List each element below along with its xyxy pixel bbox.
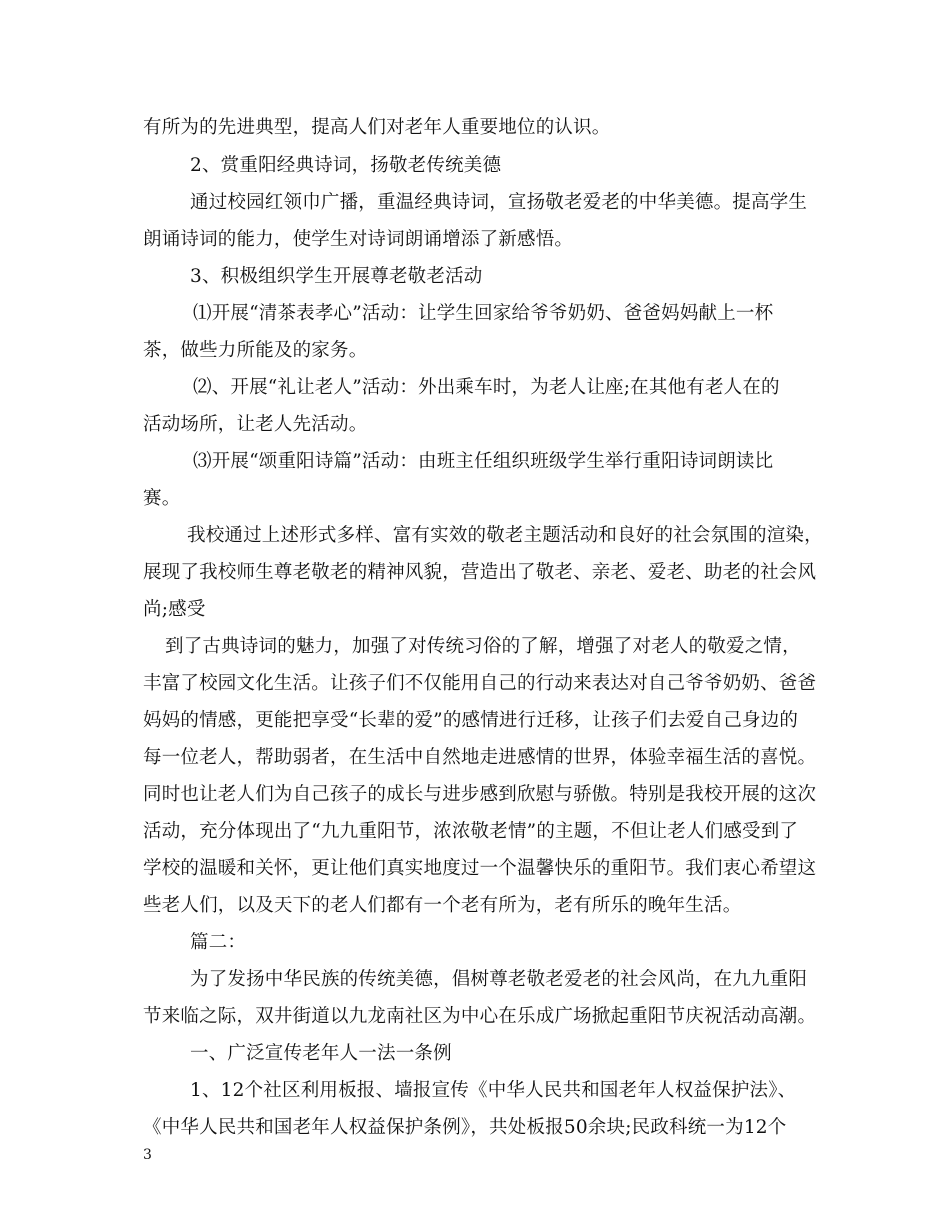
text-line: 尚;感受 xyxy=(143,599,206,620)
text-line: 茶，做些力所能及的家务。 xyxy=(143,340,368,361)
text-line: 丰富了校园文化生活。让孩子们不仅能用自己的行动来表达对自己爷爷奶奶、爸爸 xyxy=(143,673,817,694)
text-line: 赛。 xyxy=(143,488,181,509)
text-line: 节来临之际，双井街道以九龙南社区为中心在乐成广场掀起重阳节庆祝活动高潮。 xyxy=(143,1006,817,1027)
text-line: 到了古典诗词的魅力，加强了对传统习俗的了解，增强了对老人的敬爱之情， xyxy=(165,636,801,657)
text-line: 学校的温暖和关怀，更让他们真实地度过一个温馨快乐的重阳节。我们衷心希望这 xyxy=(143,858,817,879)
text-line: 些老人们，以及天下的老人们都有一个老有所为，老有所乐的晚年生活。 xyxy=(143,895,742,916)
text-line: 活动，充分体现出了“九九重阳节，浓浓敬老情”的主题，不但让老人们感受到了 xyxy=(143,821,799,842)
text-line: 我校通过上述形式多样、富有实效的敬老主题活动和良好的社会氛围的渲染， xyxy=(187,525,823,546)
section-heading: 一、广泛宣传老年人一法一条例 xyxy=(190,1043,452,1064)
section-heading: 2、赏重阳经典诗词，扬敬老传统美德 xyxy=(190,155,502,176)
text-line: ⑵、开展“礼让老人”活动：外出乘车时，为老人让座;在其他有老人在的 xyxy=(193,377,780,398)
text-line: 展现了我校师生尊老敬老的精神风貌，营造出了敬老、亲老、爱老、助老的社会风 xyxy=(143,562,817,583)
text-line: 每一位老人，帮助弱者，在生活中自然地走进感情的世界，体验幸福生活的喜悦。 xyxy=(143,747,817,768)
text-line: ⑶开展“颂重阳诗篇”活动：由班主任组织班级学生举行重阳诗词朗读比 xyxy=(193,451,774,472)
text-line: 《中华人民共和国老年人权益保护条例》，共处板报50余块;民政科统一为12个 xyxy=(143,1117,787,1138)
chapter-heading: 篇二： xyxy=(190,932,247,953)
text-line: 活动场所，让老人先活动。 xyxy=(143,414,368,435)
text-line: 通过校园红领巾广播，重温经典诗词，宣扬敬老爱老的中华美德。提高学生 xyxy=(190,192,808,213)
text-line: 妈妈的情感，更能把享受“长辈的爱”的感情进行迁移，让孩子们去爱自己身边的 xyxy=(143,710,799,731)
section-heading: 3、积极组织学生开展尊老敬老活动 xyxy=(190,266,483,287)
text-line: 朗诵诗词的能力，使学生对诗词朗诵增添了新感悟。 xyxy=(143,229,574,250)
text-line: 同时也让老人们为自己孩子的成长与进步感到欣慰与骄傲。特别是我校开展的这次 xyxy=(143,784,817,805)
text-line: 为了发扬中华民族的传统美德，倡树尊老敬老爱老的社会风尚，在九九重阳 xyxy=(190,969,808,990)
text-line: ⑴开展“清茶表孝心”活动：让学生回家给爷爷奶奶、爸爸妈妈献上一杯 xyxy=(193,303,774,324)
text-line: 有所为的先进典型，提高人们对老年人重要地位的认识。 xyxy=(143,117,611,138)
page-number: 3 xyxy=(143,1147,152,1163)
text-line: 1、12个社区利用板报、墙报宣传《中华人民共和国老年人权益保护法》、 xyxy=(190,1080,797,1101)
